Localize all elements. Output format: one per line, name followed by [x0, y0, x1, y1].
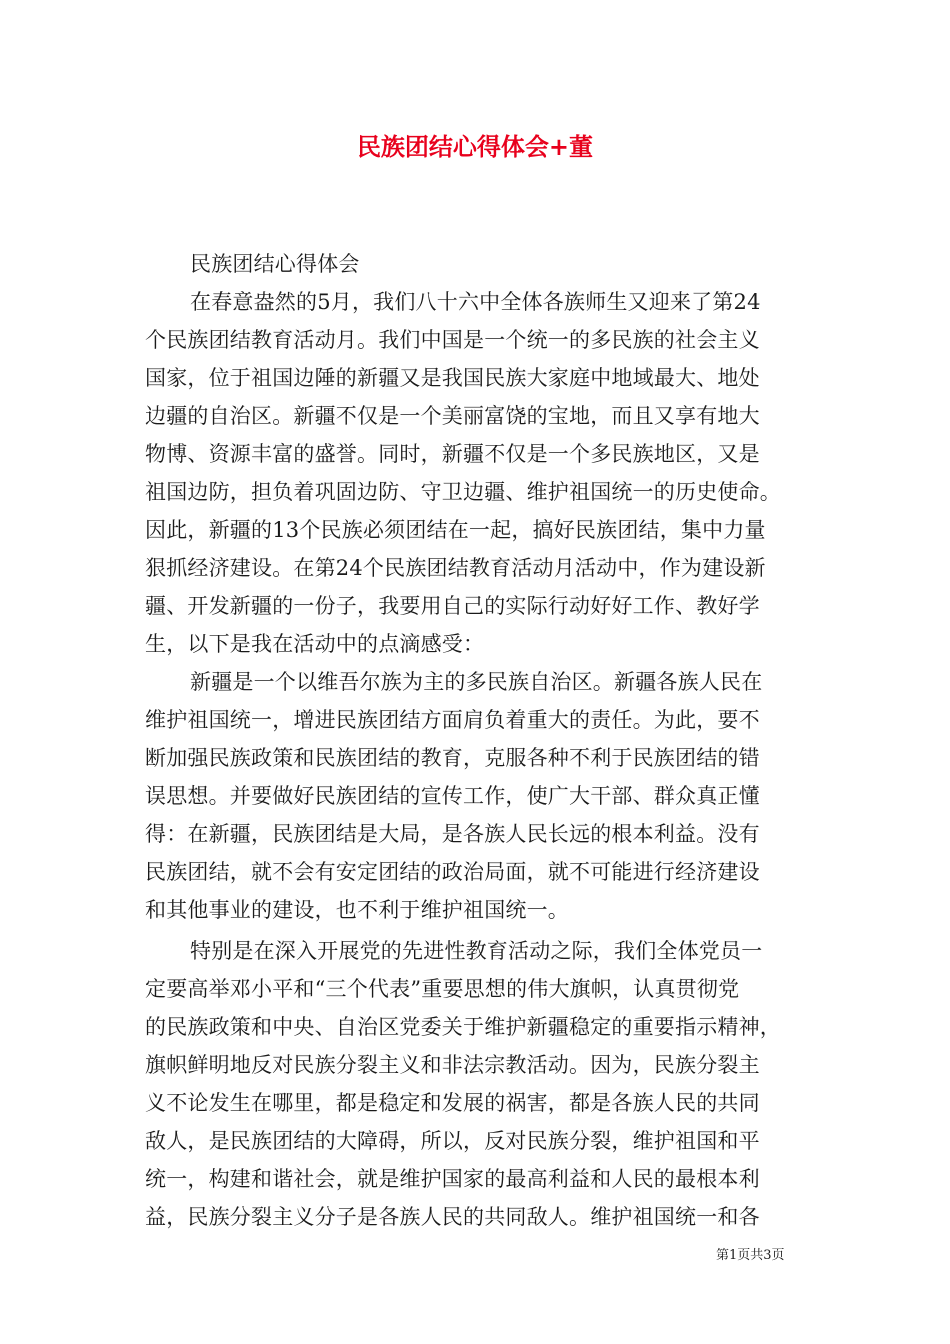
text-line: 边疆的自治区。新疆不仅是一个美丽富饶的宝地，而且又享有地大	[145, 404, 760, 428]
text-line: 生，以下是我在活动中的点滴感受：	[145, 632, 485, 656]
document-title: 民族团结心得体会+董	[356, 132, 594, 161]
text-line: 物博、资源丰富的盛誉。同时，新疆不仅是一个多民族地区，又是	[145, 442, 760, 466]
text-line: 断加强民族政策和民族团结的教育，克服各种不利于民族团结的错	[145, 746, 760, 770]
text-line: 敌人，是民族团结的大障碍，所以，反对民族分裂，维护祖国和平	[145, 1129, 760, 1153]
text-line: 疆、开发新疆的一份子，我要用自己的实际行动好好工作、教好学	[145, 594, 760, 618]
text-line: 旗帜鲜明地反对民族分裂主义和非法宗教活动。因为，民族分裂主	[145, 1053, 760, 1077]
page-indicator: 第1页共3页	[716, 1248, 785, 1263]
text-line: 误思想。并要做好民族团结的宣传工作，使广大干部、群众真正懂	[145, 784, 760, 808]
text-line: 的民族政策和中央、自治区党委关于维护新疆稳定的重要指示精神，	[145, 1015, 781, 1039]
document-body	[145, 245, 807, 1236]
text-line: 得：在新疆，民族团结是大局，是各族人民长远的根本利益。没有	[145, 822, 760, 846]
section-heading: 民族团结心得体会	[190, 252, 360, 276]
text-line: 个民族团结教育活动月。我们中国是一个统一的多民族的社会主义	[145, 328, 760, 352]
text-line: 新疆是一个以维吾尔族为主的多民族自治区。新疆各族人民在	[190, 670, 763, 694]
text-line: 国家，位于祖国边陲的新疆又是我国民族大家庭中地域最大、地处	[145, 366, 760, 390]
text-line: 民族团结，就不会有安定团结的政治局面，就不可能进行经济建设	[145, 860, 760, 884]
text-line: 义不论发生在哪里，都是稳定和发展的祸害，都是各族人民的共同	[145, 1091, 760, 1115]
text-line: 益，民族分裂主义分子是各族人民的共同敌人。维护祖国统一和各	[145, 1205, 760, 1229]
text-line: 因此，新疆的13个民族必须团结在一起，搞好民族团结，集中力量	[145, 518, 766, 542]
text-line: 维护祖国统一，增进民族团结方面肩负着重大的责任。为此，要不	[145, 708, 760, 732]
text-line: 特别是在深入开展党的先进性教育活动之际，我们全体党员一	[190, 939, 763, 963]
text-line: 狠抓经济建设。在第24个民族团结教育活动月活动中，作为建设新	[145, 556, 766, 580]
text-line: 祖国边防，担负着巩固边防、守卫边疆、维护祖国统一的历史使命。	[145, 480, 781, 504]
text-line: 在春意盎然的5月，我们八十六中全体各族师生又迎来了第24	[190, 290, 761, 314]
text-line: 定要高举邓小平和“三个代表”重要思想的伟大旗帜，认真贯彻党	[145, 977, 740, 1001]
text-line: 和其他事业的建设，也不利于维护祖国统一。	[145, 898, 569, 922]
text-line: 统一，构建和谐社会，就是维护国家的最高利益和人民的最根本利	[145, 1167, 760, 1191]
